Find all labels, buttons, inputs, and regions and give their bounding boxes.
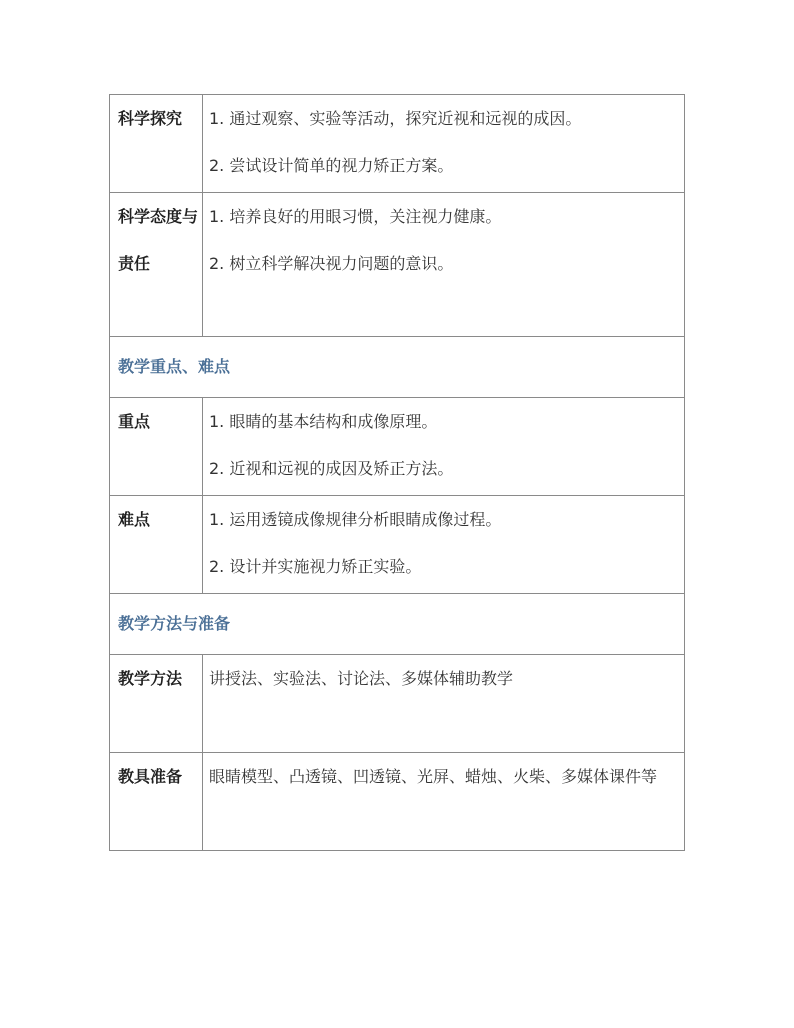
lesson-plan-table — [109, 94, 685, 851]
section-row — [110, 337, 685, 398]
row-label: 难点 — [110, 496, 203, 594]
table-row — [110, 193, 685, 337]
list-item: 2. 近视和远视的成因及矫正方法。 — [209, 459, 454, 478]
table-row — [110, 95, 685, 193]
row-content: 讲授法、实验法、讨论法、多媒体辅助教学 — [203, 655, 685, 753]
table-row — [110, 496, 685, 594]
table-row — [110, 398, 685, 496]
row-content: 眼睛模型、凸透镜、凹透镜、光屏、蜡烛、火柴、多媒体课件等 — [203, 753, 685, 851]
table-row — [110, 655, 685, 753]
row-content — [203, 496, 685, 594]
section-row — [110, 594, 685, 655]
table-row — [110, 753, 685, 851]
row-label: 科学态度与责任 — [110, 193, 203, 337]
row-content — [203, 193, 685, 337]
list-item: 1. 运用透镜成像规律分析眼睛成像过程。 — [209, 510, 502, 529]
row-label: 教学方法 — [110, 655, 203, 753]
list-item: 1. 通过观察、实验等活动，探究近视和远视的成因。 — [209, 109, 582, 128]
list-item: 1. 培养良好的用眼习惯，关注视力健康。 — [209, 207, 502, 226]
row-label: 重点 — [110, 398, 203, 496]
row-content — [203, 398, 685, 496]
row-content — [203, 95, 685, 193]
section-heading-methods: 教学方法与准备 — [110, 594, 685, 655]
list-item: 2. 设计并实施视力矫正实验。 — [209, 557, 422, 576]
list-item: 2. 尝试设计简单的视力矫正方案。 — [209, 156, 454, 175]
row-label: 科学探究 — [110, 95, 203, 193]
list-item: 2. 树立科学解决视力问题的意识。 — [209, 254, 454, 273]
row-label: 教具准备 — [110, 753, 203, 851]
section-heading-key-points: 教学重点、难点 — [110, 337, 685, 398]
list-item: 1. 眼睛的基本结构和成像原理。 — [209, 412, 438, 431]
